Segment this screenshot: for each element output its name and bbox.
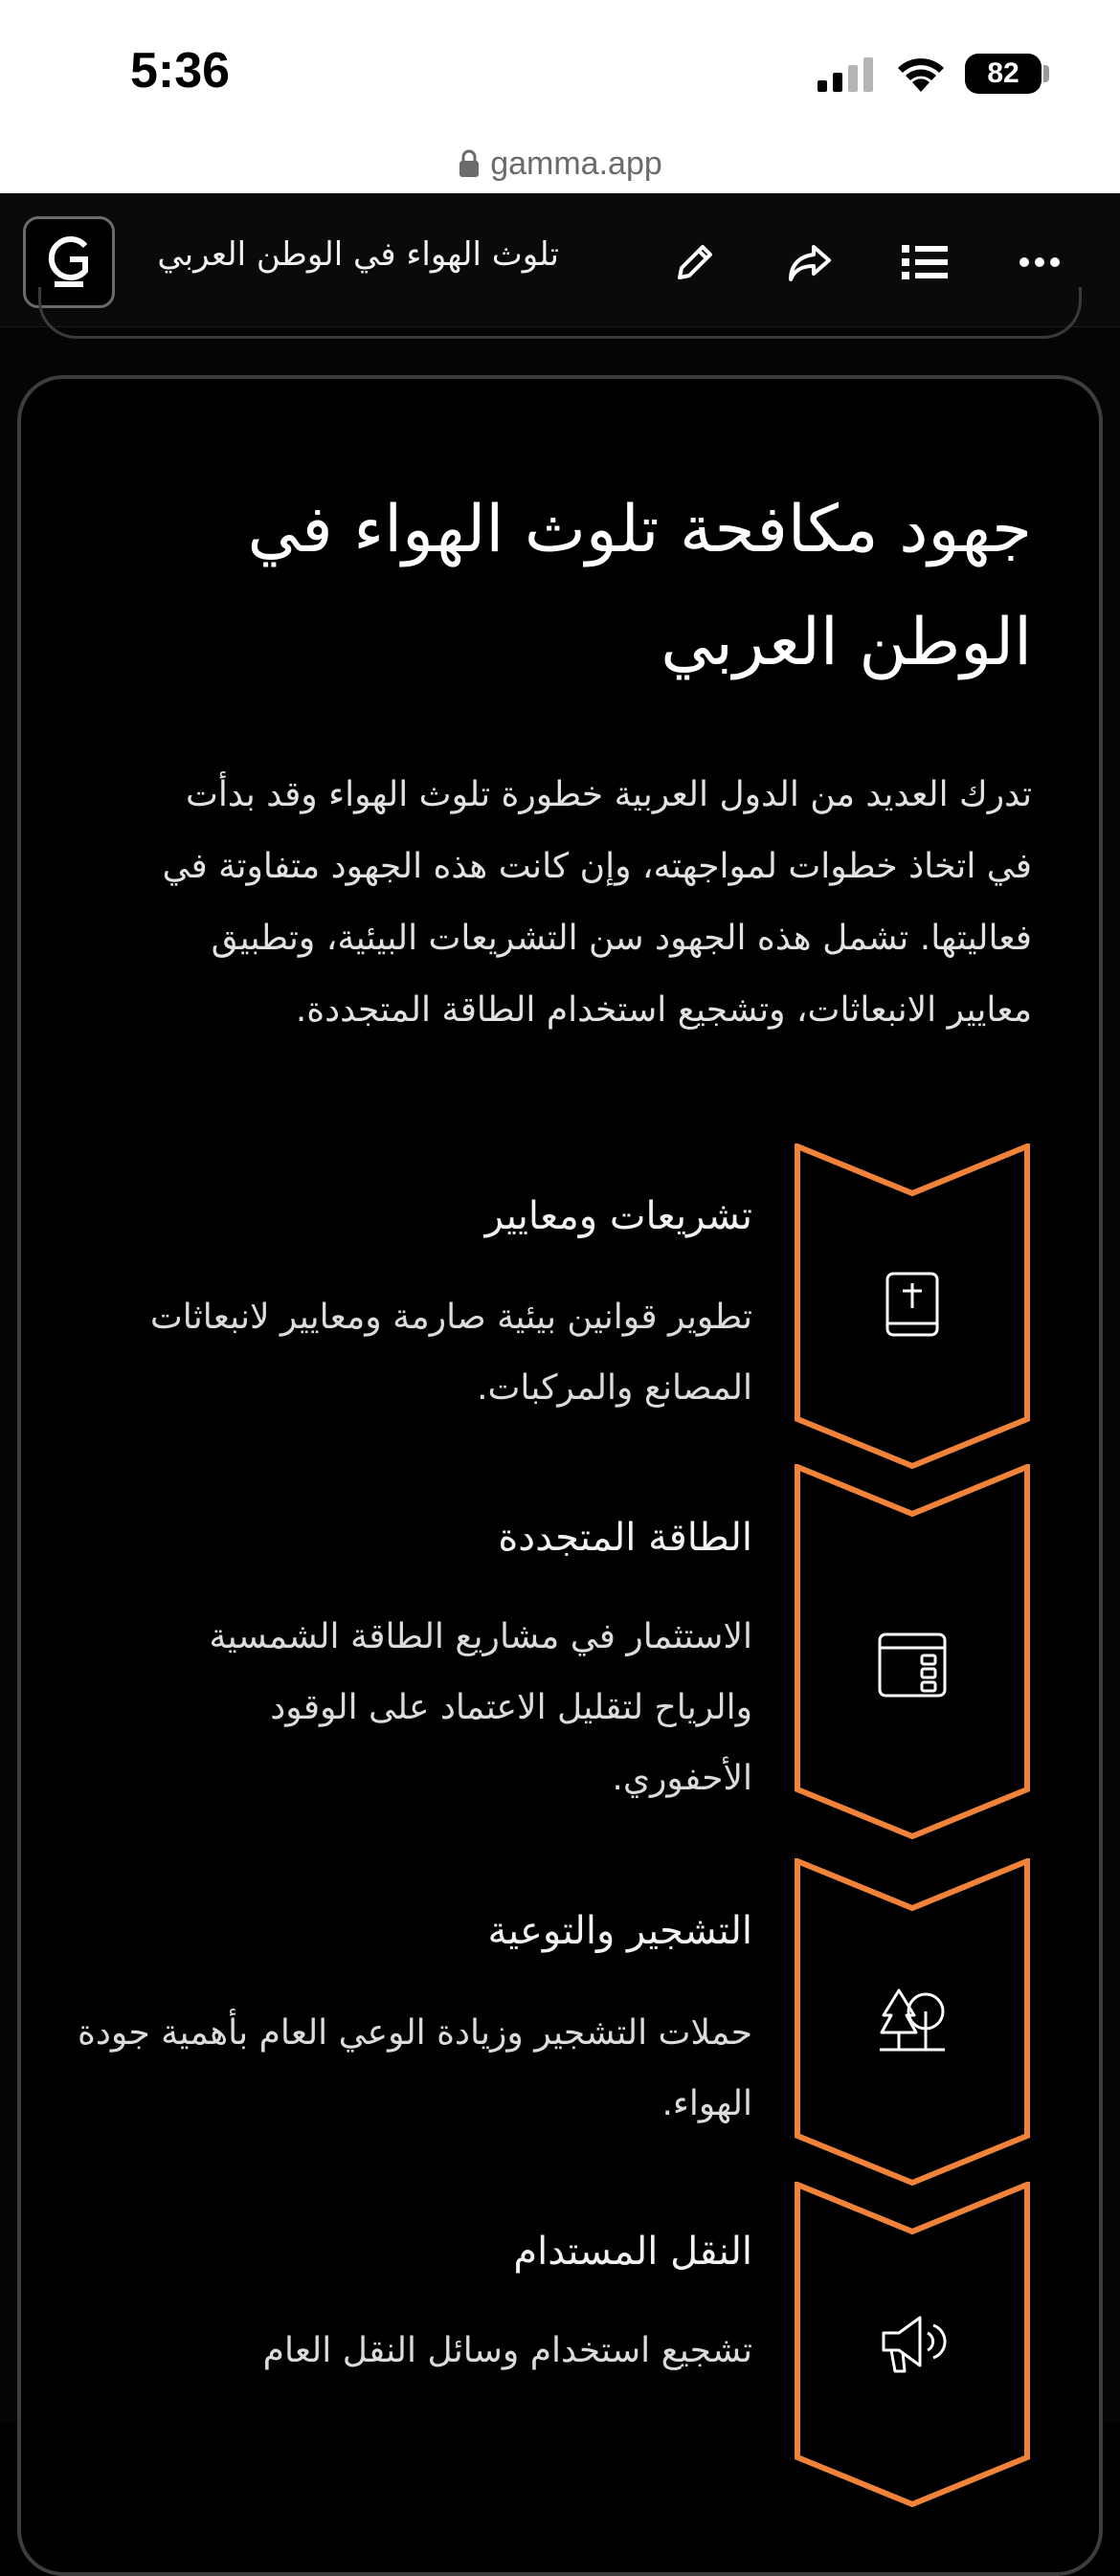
document-title: تلوث الهواء في الوطن العربي (157, 235, 559, 274)
megaphone-icon (876, 2306, 949, 2379)
address-bar[interactable] (0, 134, 1120, 193)
battery-level: 82 (987, 57, 1019, 89)
item-description: تطوير قوانين بيئية صارمة ومعايير لانبعاثات المصانع والمركبات. (149, 1298, 752, 1408)
signal-icon (816, 56, 877, 94)
item-description: حملات التشجير وزيادة الوعي العام بأهمية جودة الهواء. (77, 2013, 752, 2123)
item-title: النقل المستدام (513, 2230, 752, 2274)
card-title: جهود مكافحة تلوث الهواء في الوطن العربي (247, 492, 1032, 680)
edit-button[interactable] (666, 233, 724, 291)
item-description: الاستثمار في مشاريع الطاقة الشمسية والرياح لتقليل الاعتماد على الوقود الأحفوري. (209, 1617, 752, 1798)
battery-cap (1043, 65, 1049, 82)
outline-button[interactable] (896, 233, 953, 291)
chevron-step (795, 1144, 1030, 1469)
trees-icon (876, 1983, 949, 2055)
card-body: تدرك العديد من الدول العربية خطورة تلوث الهواء وقد بدأت في اتخاذ خطوات لمواجهته، وإن كانت هذه الجهود متفاوتة في فعاليتها. تشمل هذه الجهود سن التشريعات البيئية، وتطبيق معايير الانبعاثات، وتشجيع استخدام الطاقة المتجددة. (162, 775, 1032, 1030)
previous-card-edge (38, 287, 1082, 339)
chevron-step (795, 1464, 1030, 1839)
gamma-logo-icon (43, 234, 95, 290)
chevron-step (795, 1858, 1030, 2186)
item-title: التشجير والتوعية (487, 1909, 752, 1953)
status-bar (0, 0, 1120, 134)
more-button[interactable] (1011, 233, 1068, 291)
more-icon (1019, 256, 1061, 268)
share-icon (785, 239, 835, 285)
share-button[interactable] (781, 233, 839, 291)
chevron-step (795, 2182, 1030, 2507)
wifi-icon (892, 50, 950, 94)
book-icon (876, 1268, 949, 1341)
pencil-icon (672, 239, 718, 285)
panel-icon (876, 1629, 949, 1701)
item-title: تشريعات ومعايير (484, 1194, 752, 1238)
lock-icon (458, 149, 481, 178)
item-description: تشجيع استخدام وسائل النقل العام (262, 2331, 752, 2370)
url-text: gamma.app (490, 144, 662, 182)
battery-indicator (965, 54, 1042, 94)
list-icon (900, 239, 950, 285)
item-title: الطاقة المتجددة (498, 1516, 752, 1560)
status-time: 5:36 (130, 43, 231, 99)
